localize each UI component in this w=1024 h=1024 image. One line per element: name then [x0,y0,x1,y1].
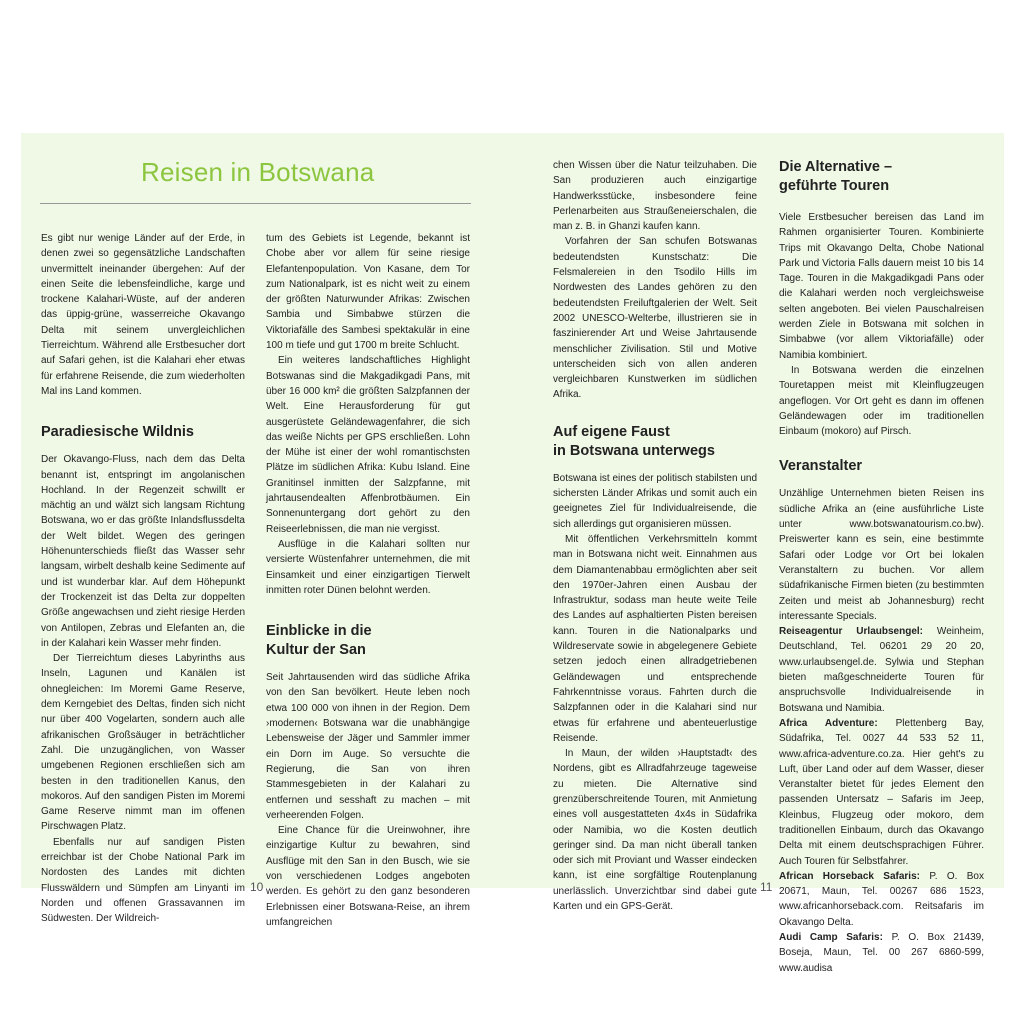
paragraph: In Maun, der wilden ›Hauptstadt‹ des Nordens, gibt es Allradfahrzeuge tageweise zu mieten. Die Alternative sind grenzüberschreitende Touren, mit Anmietung eines voll ausgestatteten 4x4s in Südafrika oder Namibia, wo die Kosten deutlich geringer sind. Da man nicht überall tanken oder sich mit Proviant und Wasser eindecken kann, ist eine sorgfältige Routenplanung unerlässlich. Unverzichtbar sind dabei gute Karten und ein GPS-Gerät. [553,748,757,913]
heading-line: Einblicke in die [266,623,372,640]
section-heading-paradiesische-wildnis: Paradiesische Wildnis [41,424,194,441]
operator-details: Plettenberg Bay, Südafrika, Tel. 0027 44 533 52 11, www.africa-adventure.co.za. Hier geht's zu Luft, über Land oder auf dem Wasser, dieser Veranstalter bietet für jedes Element den passenden Untersatz – Safaris im Jeep, Kleinbus, Flugzeug oder mokoro, dem traditionellen Einbaum, durch das Okavango Delta mit einem deutschsprachigen Führer. Auch Touren für Selbstfahrer. [779,717,984,867]
operator-entry [779,869,984,930]
title-rule [40,203,471,204]
paragraph: Unzählige Unternehmen bieten Reisen ins südliche Afrika an (eine ausführliche Liste unter www.botswanatourism.co.bw). Preiswerter kann es sein, eine bestimmte Safari oder Lodge vor Ort bei lokalen Veranstaltern zu buchen. Vor allem südafrikanische Firmen bieten (zu bestimmten Zeiten und meist ab Johannesburg) recht interessante Specials. [779,488,984,622]
operator-entry [779,716,984,869]
paragraph: Mit öffentlichen Verkehrsmitteln kommt man in Botswana nicht weit. Einnahmen aus dem Diamantenabbau ermöglichten aber seit den 1970er-Jahren einen Ausbau der Infrastruktur, sodass man heute weite Teile des Landes auf asphaltierten Pisten bereisen kann. Touren in die Nationalparks und Wildreservate sowie in abgelegenere Gebiete setzen jedoch einen allradgetriebenen Geländewagen und entsprechende Fahrkenntnisse voraus. Fahrten durch die Salzpfannen oder in die Kalahari sind nur etwas für erfahrene und abenteuerlustige Reisende. [553,533,757,744]
paragraph: tum des Gebiets ist Legende, bekannt ist Chobe aber vor allem für seine riesige Elefantenpopulation. Von Kasane, dem Tor zum Nationalpark, ist es nicht weit zu einem der größten Naturwunder Afrikas: Zwischen Sambia und Simbabwe stürzen die Viktoriafälle des Sambesi spektakulär in eine 100 m tiefe und gut 1700 m breite Schlucht. [266,233,470,352]
heading-line: geführte Touren [779,178,890,194]
paragraph: Viele Erstbesucher bereisen das Land im Rahmen organisierter Touren. Kombinierte Trips mit Okavango Delta, Chobe National Park und Victoria Falls dauern meist 10 bis 14 Tage. Touren in die Makgadikgadi Pans oder die Kalahari werden noch vergleichsweise selten angeboten. Bei vielen Pauschalreisen werden Ziele in Botswana mit solchen in Simbabwe (vor allem Viktoriafälle) oder Namibia kombiniert. [779,212,984,361]
paragraph: Der Okavango-Fluss, nach dem das Delta benannt ist, entspringt im angolanischen Hochland. In der Regenzeit schwillt er mächtig an und wälzt sich langsam Richtung Botswana, wo er das größte Inlandsflussdelta der Welt bildet. Wegen des geringen Höhenunterschieds fließt das Wasser sehr langsam, wirbelt deshalb keine Sedimente auf und ist wunderbar klar. Auf dem Höhepunkt der Trockenzeit ist das Delta zur doppelten Größe angewachsen und zieht riesige Herden von Antilopen, Zebras und Elefanten an, die in der Kalahari kein Wasser mehr finden. [41,454,246,649]
paragraph: Ebenfalls nur auf sandigen Pisten erreichbar ist der Chobe National Park im Nordosten des Landes mit dichten Flusswäldern und Sümpfen am Linyanti im Norden und offenen Grassavannen im Südwesten. Der Wildreich- [41,836,245,925]
chapter-title: Reisen in Botswana [141,157,375,187]
section-heading-auf-eigene-faust [553,423,757,461]
left-page [21,133,511,928]
paragraph: Der Tierreichtum dieses Labyrinths aus Inseln, Lagunen und Kanälen ist ohnegleichen: Im Moremi Game Reserve, dem Kerngebiet des Deltas, finden sich nicht nur über 400 Vogelarten, sondern auch alle afrikanischen Großsäuger in beträchtlicher Zahl. Die unzugänglichen, von Wasser umgebenen Regionen erschließen sich am besten in den traditionellen Kanus, den mokoros. Auf den sandigen Pisten im Moremi Game Reserve nimmt man im offenen Pirschwagen Platz. [41,653,245,833]
operator-details: Weinheim, Deutschland, Tel. 06201 29 20 20, www.urlaubsengel.de. Sylwia und Stephan bieten maßgeschneiderte Touren für anspruchsvolle Individualreisende in Botswana und Namibia. [779,626,984,714]
heading-line: Auf eigene Faust [553,423,670,440]
operator-name: Reiseagentur Urlaubsengel: [779,626,923,638]
heading-line: Die Alternative – [779,159,893,175]
paragraph: Botswana ist eines der politisch stabilsten und sichersten Länder Afrikas und somit auch ein geeignetes Ziel für Individualreisende, die sich allerdings gut organisieren müssen. [553,472,758,530]
section-heading-kultur-der-san [266,622,470,660]
operator-details: P. O. Box 21439, Boseja, Maun, Tel. 00 267 6860-599, www.audisa [779,932,984,974]
paragraph: Seit Jahrtausenden wird das südliche Afrika von den San bevölkert. Heute leben noch etwa 100 000 von ihnen in der Region. Dem ›modernen‹ Botswana war die unabhängige Lebensweise der Jäger und Sammler immer ein Dorn im Auge. So versuchte die Regierung, die San von ihren Stammesgebieten in der Kalahari zu entfernen und sesshaft zu machen – mit verheerenden Folgen. [266,672,470,821]
heading-line: Kultur der San [266,642,366,659]
operator-name: Audi Camp Safaris: [779,932,883,944]
column-1 [41,231,245,926]
section-heading-veranstalter: Veranstalter [779,458,863,475]
operator-entry [779,930,984,976]
book-spread [21,133,1004,974]
right-page [513,133,1004,974]
operator-name: Africa Adventure: [779,717,878,729]
paragraph: Eine Chance für die Ureinwohner, ihre einzigartige Kultur zu bewahren, sind Ausflüge mit den San in den Busch, wie sie von verschiedenen Lodges angeboten werden. Es gehört zu den ganz besonderen Erlebnissen einer Botswana-Reise, an ihrem umfangreichen [266,825,470,928]
column-4 [779,158,984,976]
page-number-right: 11 [760,880,773,894]
intro-paragraph: Es gibt nur wenige Länder auf der Erde, in denen zwei so gegensätzliche Landschaften unvermittelt ineinander übergehen: Auf der einen Seite die lebensfeindliche, karge und trockene Kalahari-Wüste, auf der anderen das üppig-grüne, wasserreiche Okavango Delta mit seinem unvergleichlichen Tierreichtum. Während alle Erstbesucher dort auf Safari gehen, ist die Kalahari eher etwas für erfahrene Reisende, die zum wiederholten Mal ins Land kommen. [41,233,245,397]
page-number-left: 10 [250,880,264,894]
column-3 [553,158,757,914]
paragraph: Vorfahren der San schufen Botswanas bedeutendsten Kunstschatz: Die Felsmalereien in den Tsodilo Hills im Nordwesten des Landes gehören zu den bedeutendsten Freiluftgalerien der Welt. Seit 2002 UNESCO-Welterbe, illustrieren sie in faszinierender Art und Weise Jahrtausende menschlicher Zivilisation. Stil und Motive unterscheiden sich von allen anderen vergleichbaren Kunstwerken im südlichen Afrika. [553,236,757,401]
paragraph: chen Wissen über die Natur teilzuhaben. Die San produzieren auch einzigartige Handwerksstücke, insbesondere feine Perlenarbeiten aus Straußeneierschalen, die man z. B. in Ghanzi kaufen kann. [553,160,757,233]
operator-entry [779,624,984,716]
operator-name: African Horseback Safaris: [779,870,920,882]
paragraph: In Botswana werden die einzelnen Touretappen meist mit Kleinflugzeugen angeflogen. Vor Ort geht es dann im offenen Geländewagen oder im traditionellen Einbaum (mokoro) auf Pirsch. [779,364,984,438]
paragraph: Ein weiteres landschaftliches Highlight Botswanas sind die Makgadikgadi Pans, mit über 16 000 km² die größten Salzpfannen der Welt. Eine Herausforderung für gut ausgerüstete Geländewagenfahrer, die sich das weiße Nichts per GPS erschließen. Lohn der Mühe ist einer der wohl romantischsten Plätze im südlichen Afrika: Kubu Island. Eine Granitinsel inmitten der Salzpfanne, mit jahrtausendealten Affenbrotbäumen. Ein Sonnenuntergang dort gehört zu den Reiseerlebnissen, die man nie vergisst. [266,355,470,535]
heading-line: in Botswana unterwegs [553,442,715,459]
operator-details: P. O. Box 20671, Maun, Tel. 00267 686 1523, www.africanhorseback.com. Reitsafaris im Okavango Delta. [779,870,984,928]
paragraph: Ausflüge in die Kalahari sollten nur versierte Wüstenfahrer unternehmen, die mit Einsamkeit und einer einzigartigen Tierwelt inmitten roter Dünen belohnt werden. [266,538,470,596]
column-2 [266,231,470,930]
section-heading-gefuehrte-touren [779,158,984,196]
